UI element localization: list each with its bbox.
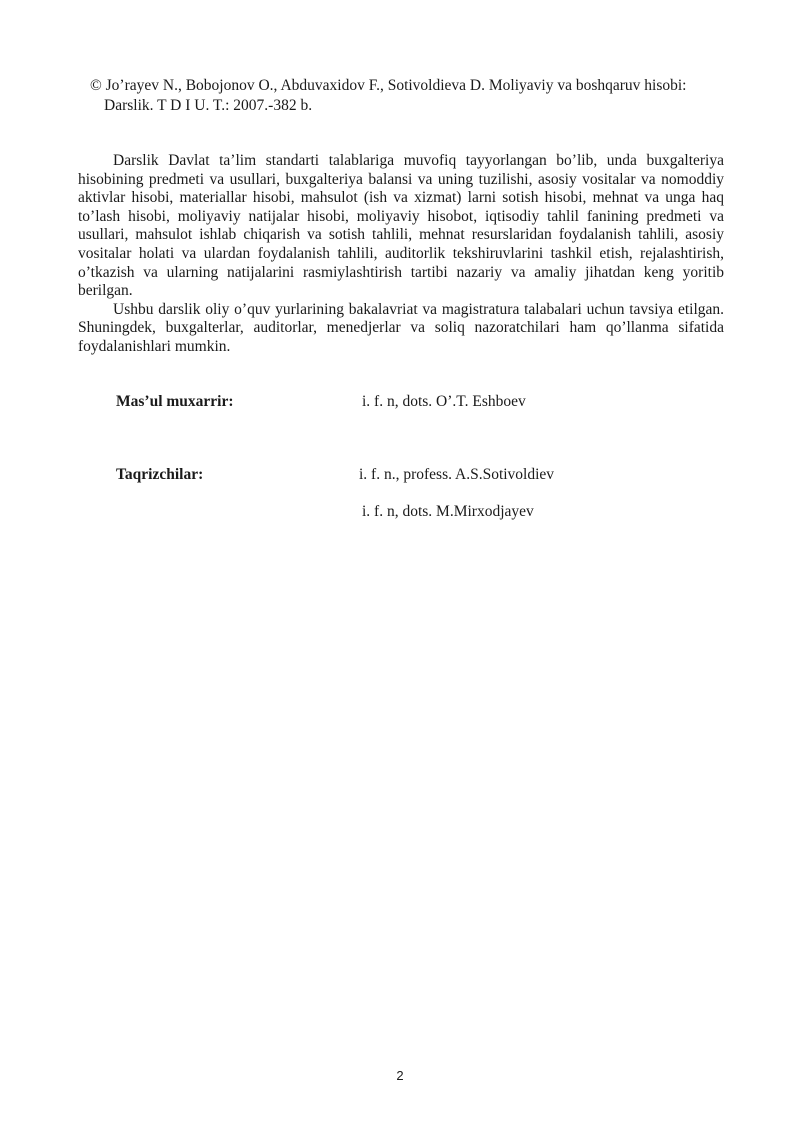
copyright-line-1: © Jo’rayev N., Bobojonov O., Abduvaxidov F., Sotivoldieva D. Moliyaviy va boshqaruv hisobi:	[90, 77, 687, 94]
abstract-paragraph-1: Darslik Davlat ta’lim standarti talablariga muvofiq tayyorlangan bo’lib, unda buxgalteriya hisobining predmeti va usullari, buxgalteriya balansi va uning tuzilishi, asosiy vositalar va nomoddiy aktivlar hisobi, materiallar hisobi, mahsulot (ish va xizmat) larni sotish hisobi, mehnat va unga haq to’lash hisobi, moliyaviy natijalar hisobi, moliyaviy hisobot, iqtisodiy tahlil fanining predmeti va usullari, mahsulot ishlab chiqarish va sotish tahlili, mehnat resurslaridan foydalanish tahlili, asosiy vositalar holati va ulardan foydalanish tahlili, auditorlik tekshiruvlarini tashkil etish, rejalashtirish, o’tkazish va ularning natijalarini rasmiylashtirish tartibi nazariy va amaliy jihatdan keng yoritib berilgan.	[78, 152, 724, 300]
reviewer-name-2: i. f. n, dots. M.Mirxodjayev	[362, 503, 534, 520]
page-number: 2	[396, 1068, 404, 1083]
reviewers-label: Taqrizchilar:	[116, 466, 204, 483]
copyright-line-2: Darslik. T D I U. T.: 2007.-382 b.	[104, 97, 313, 114]
abstract-paragraph-2: Ushbu darslik oliy o’quv yurlarining bakalavriat va magistratura talabalari uchun tavsiya etilgan. Shuningdek, buxgalterlar, auditorlar, menedjerlar va soliq nazoratchilari ham qo’llanma sifatida foydalanishlari mumkin.	[78, 300, 724, 355]
editor-label: Mas’ul muxarrir:	[116, 393, 234, 410]
editor-name: i. f. n, dots. O’.T. Eshboev	[362, 393, 526, 410]
copyright-notice	[90, 76, 750, 116]
reviewer-name-1: i. f. n., profess. A.S.Sotivoldiev	[359, 466, 555, 483]
book-abstract	[78, 152, 724, 357]
